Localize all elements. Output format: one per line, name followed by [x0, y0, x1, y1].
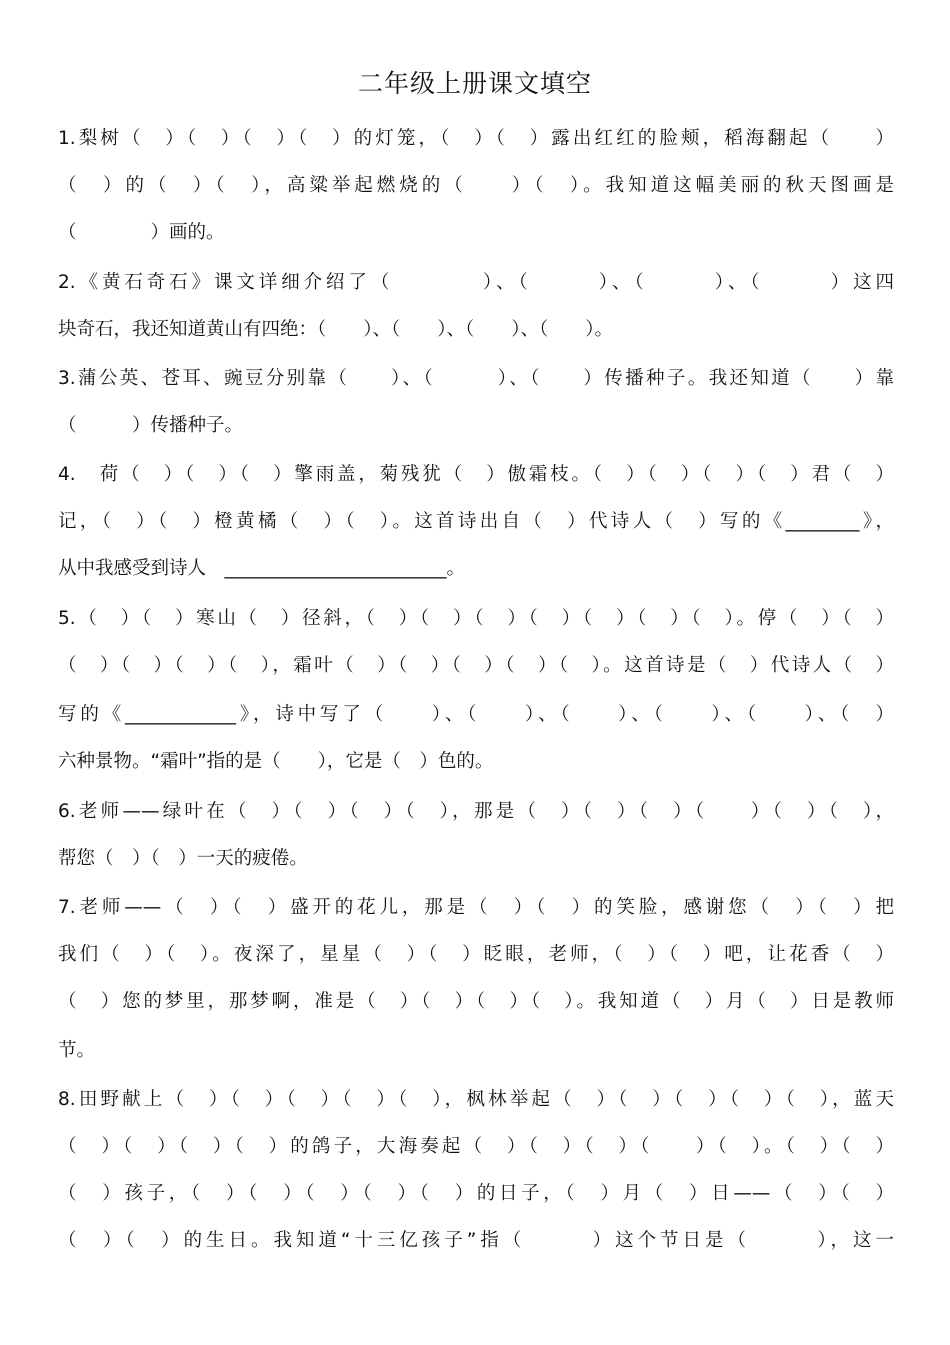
text-line: 6.老师——绿叶在（ ）（ ）（ ）（ ），那是（ ）（ ）（ ）（ ）（ ）（ ），: [58, 801, 894, 822]
text-line: 8.田野献上（ ）（ ）（ ）（ ）（ ），枫林举起（ ）（ ）（ ）（ ）（ ），蓝天: [58, 1089, 894, 1110]
text-line: 7.老师——（ ）（ ）盛开的花儿，那是（ ）（ ）的笑脸，感谢您（ ）（ ）把: [58, 897, 894, 918]
text-line: （ ）（ ）（ ）（ ），霜叶（ ）（ ）（ ）（ ）（ ）。这首诗是（ ）代诗人（ ）: [58, 655, 894, 676]
text-line: 写的《____________》，诗中写了（ ）、（ ）、（ ）、（ ）、（ ）、（ ）: [58, 704, 894, 725]
text-line: 我们（ ）（ ）。夜深了，星星（ ）（ ）眨眼，老师，（ ）（ ）吧，让花香（ ）: [58, 944, 894, 965]
text-line: 节。: [58, 1040, 96, 1061]
text-line: 六种景物。“霜叶”指的是（ ），它是（ ）色的。: [58, 751, 494, 772]
text-line: （ ）孩子，（ ）（ ）（ ）（ ）（ ）的日子，（ ）月（ ）日——（ ）（ ）: [58, 1183, 894, 1204]
text-line: 5.（ ）（ ）寒山（ ）径斜，（ ）（ ）（ ）（ ）（ ）（ ）（ ）。停（ ）（ ）: [58, 608, 894, 629]
text-line: 3.蒲公英、苍耳、豌豆分别靠（ ）、（ ）、（ ）传播种子。我还知道（ ）靠: [58, 368, 894, 389]
text-line: 2.《黄石奇石》课文详细介绍了（ ）、（ ）、（ ）、（ ）这四: [58, 272, 894, 293]
text-line: （ ）（ ）的生日。我知道“十三亿孩子”指（ ）这个节日是（ ），这一: [58, 1230, 894, 1251]
text-line: 帮您（ ）（ ）一天的疲倦。: [58, 848, 308, 869]
text-line: （ ）（ ）（ ）（ ）的鸽子，大海奏起（ ）（ ）（ ）（ ）（ ）。（ ）（ ）: [58, 1136, 894, 1157]
text-line: 记，（ ）（ ）橙黄橘（ ）（ ）。这首诗出自（ ）代诗人（ ）写的《________》，: [58, 511, 894, 532]
text-line: 1.梨树（ ）（ ）（ ）（ ）的灯笼，（ ）（ ）露出红红的脸颊，稻海翻起（ ）: [58, 128, 894, 149]
text-line: 块奇石，我还知道黄山有四绝：（ ）、（ ）、（ ）、（ ）。: [58, 319, 614, 340]
text-line: （ ）的（ ）（ ），高粱举起燃烧的（ ）（ ）。我知道这幅美丽的秋天图画是: [58, 175, 894, 196]
text-line: （ ）画的。: [58, 222, 225, 243]
text-line: （ ）您的梦里，那梦啊，准是（ ）（ ）（ ）（ ）。我知道（ ）月（ ）日是教师: [58, 991, 894, 1012]
text-line: 从中我感受到诗人 ________________________。: [58, 558, 466, 579]
text-line: 4. 荷（ ）（ ）（ ）擎雨盖，菊残犹（ ）傲霜枝。（ ）（ ）（ ）（ ）君（ ）: [58, 464, 894, 485]
page-title: 二年级上册课文填空: [357, 69, 592, 98]
text-line: （ ）传播种子。: [58, 415, 244, 436]
